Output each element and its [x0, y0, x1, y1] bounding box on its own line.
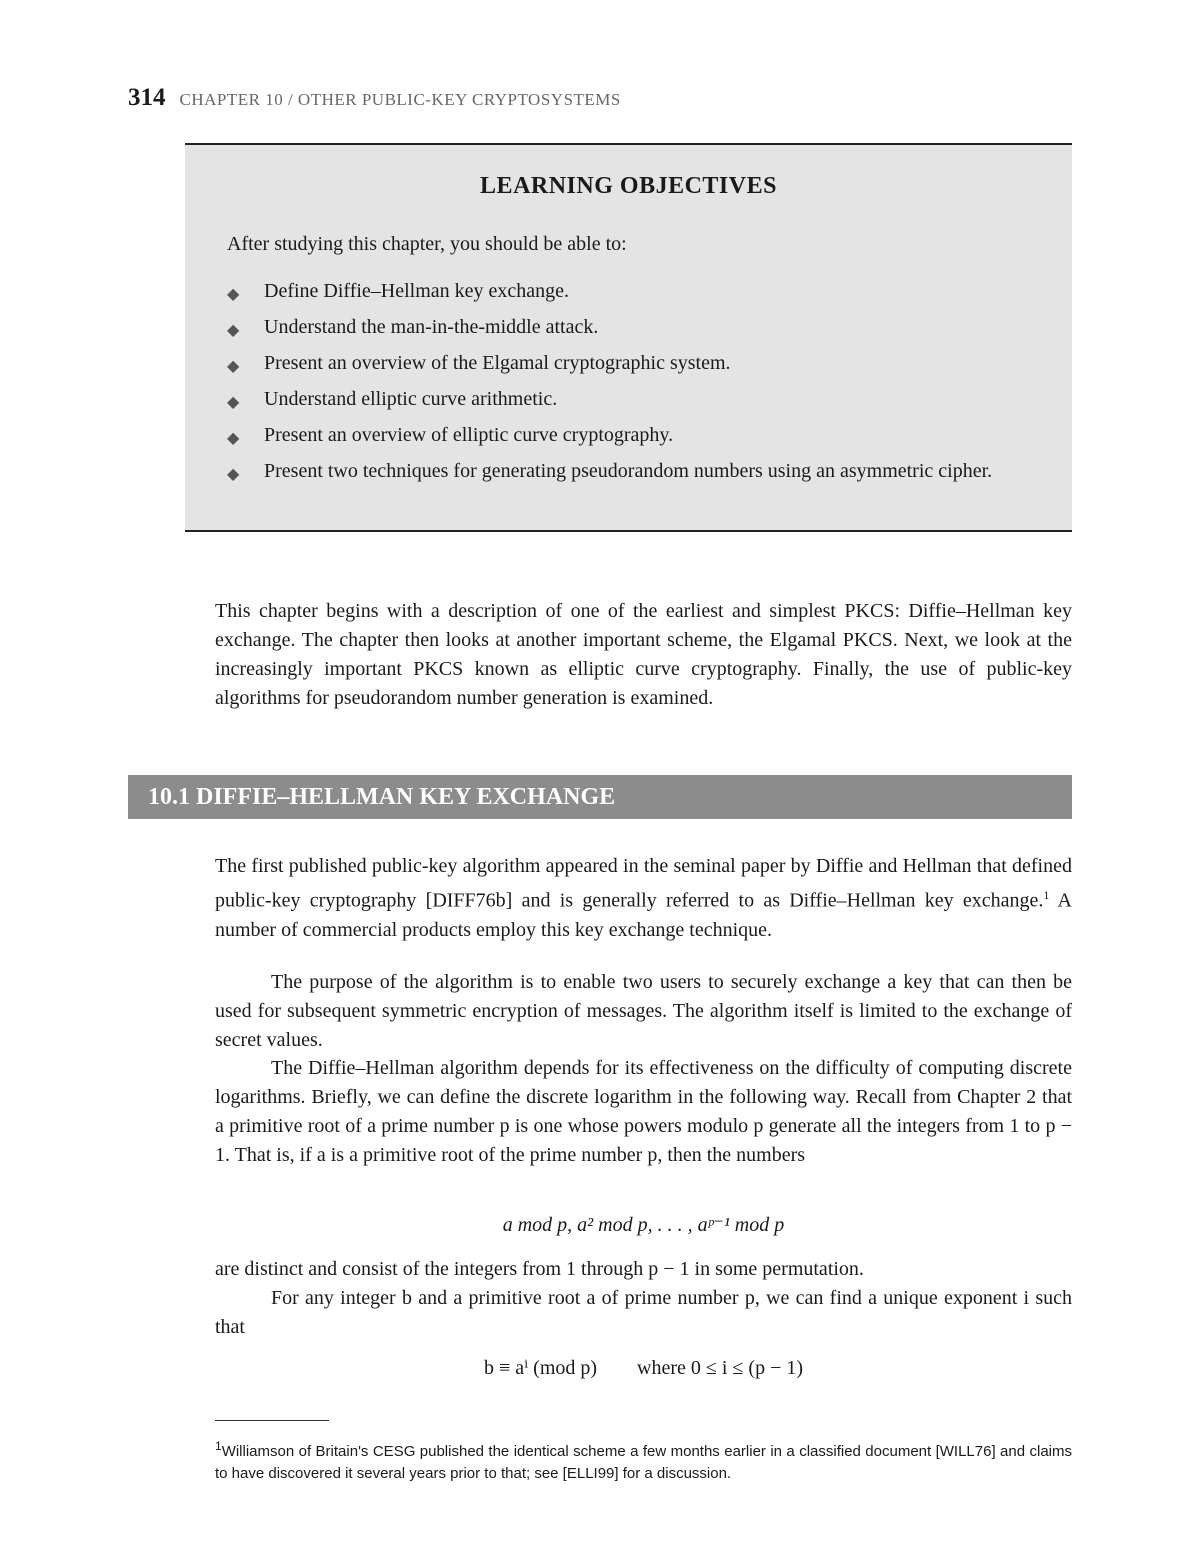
footnote: $^1$Williamson of Britain's CESG published the identical scheme a few months earlier in a classified document [WILL76] and claims to have discovered it several years prior to that; see [ELLI99] for a discussion. [215, 1439, 1072, 1482]
footnote-divider [215, 1420, 329, 1421]
objective-item: ◆ Present an overview of the Elgamal cryptographic system. [227, 349, 1027, 378]
objectives-intro: After studying this chapter, you should be able to: [227, 233, 627, 255]
diamond-bullet-icon: ◆ [227, 394, 240, 411]
diamond-bullet-icon: ◆ [227, 466, 240, 483]
page-number: 314 [128, 84, 166, 111]
section-paragraph-2: The purpose of the algorithm is to enable two users to securely exchange a key that can then be used for subsequent symmetric encryption of messages. The algorithm itself is limited to the exchange of secret values. [215, 971, 1072, 1051]
objectives-title: LEARNING OBJECTIVES [480, 173, 777, 199]
running-title: CHAPTER 10 / OTHER PUBLIC-KEY CRYPTOSYSTEMS [179, 90, 621, 109]
equation-powers: a mod p, a² mod p, . . . , aᵖ⁻¹ mod p [502, 1214, 785, 1236]
diamond-bullet-icon: ◆ [227, 286, 240, 303]
section-paragraph-1: The first published public-key algorithm appeared in the seminal paper by Diffie and Hellman that defined public-key cryptography [DIFF76b] and is generally referred to as Diffie–Hellman key exchange.$^1$ A number of commercial products employ this key exchange technique. [215, 855, 1072, 941]
footnote-reference[interactable]: 1 [1043, 888, 1050, 902]
footnote-mark: 1 [215, 1439, 222, 1453]
equation-discrete-log: b ≡ aⁱ (mod p) where 0 ≤ i ≤ (p − 1) [483, 1357, 804, 1379]
diamond-bullet-icon: ◆ [227, 358, 240, 375]
objective-item: ◆ Present two techniques for generating pseudorandom numbers using an asymmetric cipher. [227, 457, 1027, 486]
section-paragraph-4: are distinct and consist of the integers from 1 through p − 1 in some permutation. [215, 1258, 864, 1280]
running-head [128, 84, 621, 112]
objectives-list [227, 277, 1027, 493]
objective-item: ◆ Define Diffie–Hellman key exchange. [227, 277, 1027, 306]
learning-objectives-box [185, 143, 1072, 532]
diamond-bullet-icon: ◆ [227, 322, 240, 339]
objective-item: ◆ Present an overview of elliptic curve cryptography. [227, 421, 1027, 450]
section-heading: 10.1 DIFFIE–HELLMAN KEY EXCHANGE [128, 775, 1072, 819]
diamond-bullet-icon: ◆ [227, 430, 240, 447]
objective-item: ◆ Understand elliptic curve arithmetic. [227, 385, 1027, 414]
section-paragraph-5: For any integer b and a primitive root a of prime number p, we can find a unique exponent i such that [215, 1287, 1072, 1338]
intro-paragraph: This chapter begins with a description of one of the earliest and simplest PKCS: Diffie–Hellman key exchange. The chapter then looks at another important scheme, the Elgamal PKCS. Next, we look at the increasingly important PKCS known as elliptic curve cryptography. Finally, the use of public-key algorithms for pseudorandom number generation is examined. [215, 600, 1072, 709]
section-paragraph-3: The Diffie–Hellman algorithm depends for its effectiveness on the difficulty of computing discrete logarithms. Briefly, we can define the discrete logarithm in the following way. Recall from Chapter 2 that a primitive root of a prime number p is one whose powers modulo p generate all the integers from 1 to p − 1. That is, if a is a primitive root of the prime number p, then the numbers [215, 1057, 1072, 1166]
objective-item: ◆ Understand the man-in-the-middle attack. [227, 313, 1027, 342]
